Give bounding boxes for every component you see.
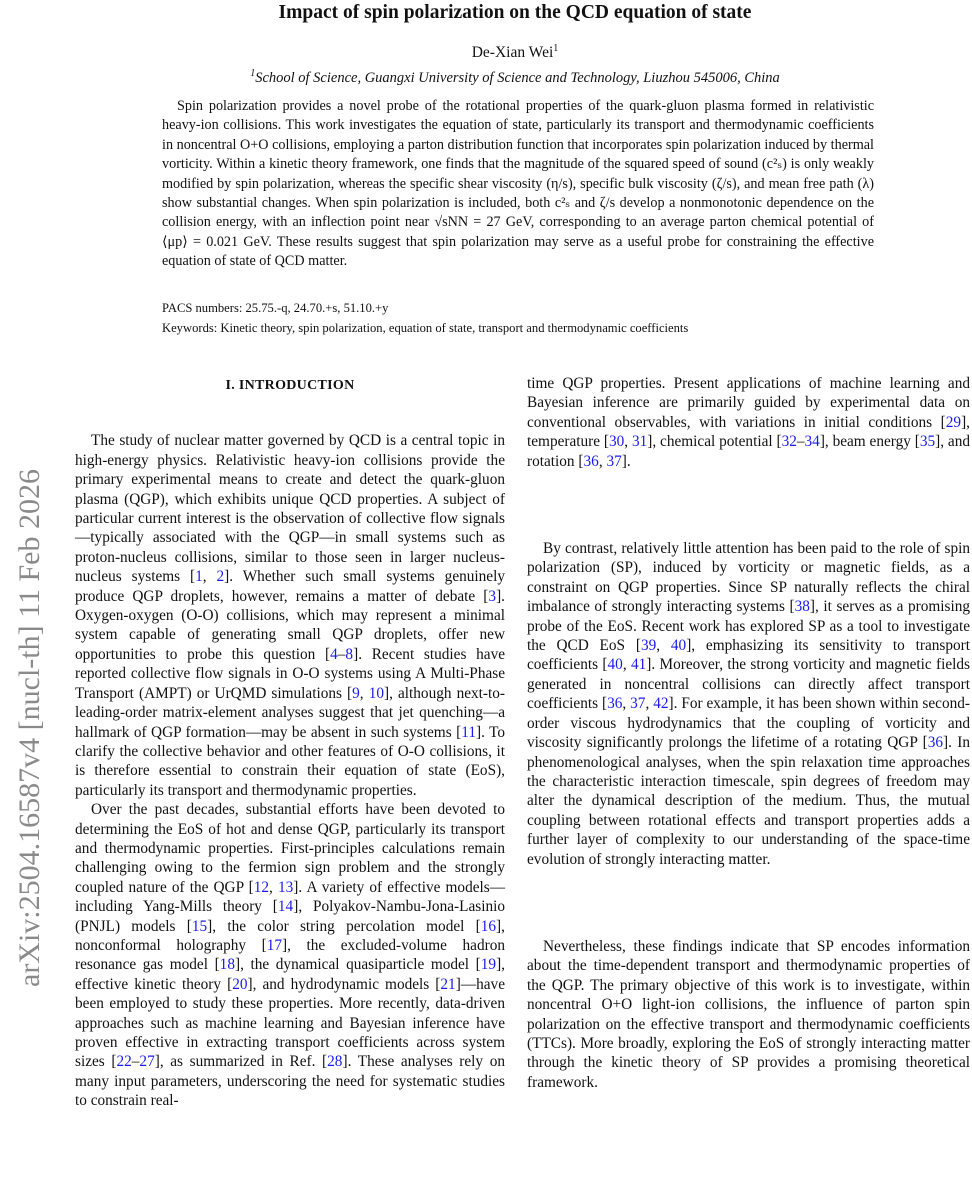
citation-link[interactable]: 31	[631, 433, 648, 451]
citation-link[interactable]: 41	[630, 656, 647, 674]
citation-link[interactable]: 32	[781, 433, 797, 451]
citation-link[interactable]: 11	[461, 723, 476, 741]
citation-link[interactable]: 9	[352, 684, 360, 702]
body-paragraph: Over the past decades, substantial efforts have been devoted to determining the EoS of hot and dense QGP, particularly its transport and thermodynamic properties. First-principles calculations remain challenging owing to the fermion sign problem and the strongly coupled nature of the QGP [12, 13]. A variety of effective models—including Yang-Mills theory [14], Polyakov-Nambu-Jona-Lasinio (PNJL) models [15], the color string percolation model [16], nonconformal holography [17], the excluded-volume hadron resonance gas model [18], the dynamical quasiparticle model [19], effective kinetic theory [20], and hydrodynamic models [21]—have been employed to study these properties. More recently, data-driven approaches such as machine learning and Bayesian inference have proven effective in extracting transport coefficients across system sizes [22–27], as summarized in Ref. [28]. These analyses rely on many input parameters, underscoring the need for systematic studies to constrain real-	[75, 801, 506, 1110]
citation-link[interactable]: 37	[606, 452, 622, 470]
citation-link[interactable]: 42	[653, 695, 669, 713]
citation-link[interactable]: 40	[607, 656, 623, 674]
paper-title: Impact of spin polarization on the QCD equation of state	[278, 2, 752, 23]
author-affiliation-mark: 1	[553, 43, 559, 54]
citation-link[interactable]: 1	[195, 568, 203, 586]
affiliation-mark: 1	[250, 68, 256, 79]
author-name: De-Xian Wei	[471, 44, 554, 62]
citation-link[interactable]: 37	[630, 695, 646, 713]
citation-link[interactable]: 14	[277, 898, 294, 916]
citation-link[interactable]: 36	[583, 452, 599, 470]
citation-link[interactable]: 4	[330, 645, 338, 663]
body-paragraph: By contrast, relatively little attention has been paid to the role of spin polarization (SP), induced by vorticity or magnetic fields, as a constraint on QGP properties. Since SP naturally reflects the chiral imbalance of strongly interacting systems [38], it serves as a promising probe of the EoS. Recent work has explored SP as a tool to investigate the QCD EoS [39, 40], emphasizing its sensitivity to transport coefficients [40, 41]. Moreover, the strong vorticity and magnetic fields generated in noncentral collisions can directly affect transport coefficients [36, 37, 42]. For example, it has been shown within second-order viscous hydrodynamics that the coupling of vorticity and viscosity significantly prolongs the lifetime of a rotating QGP [36]. In phenomenological analyses, when the spin relaxation time approaches the characteristic interaction timescale, spin degrees of freedom may alter the dynamical description of the medium. Thus, the mutual coupling between rotational effects and transport properties adds a further layer of complexity to our understanding of the space-time evolution of strongly interacting matter.	[527, 540, 970, 868]
citation-link[interactable]: 30	[609, 433, 625, 451]
citation-link[interactable]: 35	[919, 433, 936, 451]
citation-link[interactable]: 3	[488, 587, 497, 605]
citation-link[interactable]: 8	[345, 645, 354, 663]
citation-link[interactable]: 40	[670, 637, 687, 655]
citation-link[interactable]: 20	[232, 975, 248, 993]
citation-link[interactable]: 36	[927, 734, 943, 752]
citation-link[interactable]: 15	[191, 917, 208, 935]
citation-link[interactable]: 38	[794, 598, 810, 616]
body-paragraph: Nevertheless, these findings indicate that SP encodes information about the time-dependent transport and thermodynamic properties of the QGP. The primary objective of this work is to investigate, within noncentral O+O light-ion collisions, the influence of parton spin polarization on the effective transport and thermodynamic coefficients (TTCs). More broadly, exploring the EoS of strongly interacting matter through the kinetic theory of SP provides a promising theoretical framework.	[527, 937, 970, 1091]
citation-link[interactable]: 19	[480, 956, 497, 974]
abstract: Spin polarization provides a novel probe of the rotational properties of the quark-gluon plasma formed in relativistic heavy-ion collisions. This work investigates the equation of state, particularly its transport and thermodynamic coefficients in noncentral O+O collisions, employing a parton distribution function that incorporates spin polarization induced by thermal vorticity. Within a kinetic theory framework, one finds that the magnitude of the squared speed of sound (c²ₛ) is only weakly modified by spin polarization, whereas the specific shear viscosity (η/s), specific bulk viscosity (ζ/s), and mean free path (λ) show substantial changes. When spin polarization is included, both c²ₛ and ζ/s develop a nonmonotonic dependence on the collision energy, with an inflection point near √sNN = 27 GeV, corresponding to an average parton chemical potential of ⟨μp⟩ = 0.021 GeV. These results suggest that spin polarization may serve as a useful probe for constraining the effective equation of state of QCD matter.	[162, 98, 874, 270]
right-column	[527, 374, 970, 1092]
body-paragraph: The study of nuclear matter governed by QCD is a central topic in high-energy physics. Relativistic heavy-ion collisions provide the primary experimental means to create and detect the quark-gluon plasma (QGP), which exhibits unique QCD properties. A subject of particular current interest is the observation of collective flow signals—typically associated with the QGP—in small systems such as proton-nucleus collisions, similar to those seen in larger nucleus-nucleus systems [1, 2]. Whether such small systems genuinely produce QGP droplets, however, remains a matter of debate [3]. Oxygen-oxygen (O-O) collisions, which may represent a minimal system capable of generating small QGP droplets, offer new opportunities to probe this question [4–8]. Recent studies have reported collective flow signals in O-O systems using A Multi-Phase Transport (AMPT) or UrQMD simulations [9, 10], although next-to-leading-order matrix-element analyses suggest that jet quenching—a hallmark of QGP formation—may be absent in such systems [11]. To clarify the collective behavior and other features of O-O collisions, it is therefore essential to constrain their equation of state (EoS), particularly its transport and thermodynamic properties.	[75, 432, 506, 799]
citation-link[interactable]: 13	[277, 878, 294, 896]
citation-link[interactable]: 39	[640, 637, 657, 655]
citation-link[interactable]: 18	[219, 956, 235, 974]
citation-link[interactable]: 36	[607, 695, 623, 713]
citation-link[interactable]: 17	[266, 936, 283, 954]
citation-link[interactable]: 2	[216, 568, 225, 586]
citation-link[interactable]: 22	[116, 1053, 132, 1071]
left-column	[75, 374, 505, 1111]
keywords: Keywords: Kinetic theory, spin polarization, equation of state, transport and thermodynamic coefficients	[162, 321, 689, 335]
citation-link[interactable]: 10	[368, 684, 384, 702]
citation-link[interactable]: 16	[480, 917, 497, 935]
citation-link[interactable]: 29	[945, 413, 962, 431]
affiliation	[0, 68, 972, 87]
body-paragraph: time QGP properties. Present applications of machine learning and Bayesian inference are primarily guided by experimental data on conventional observables, with variations in initial conditions [29], temperature [30, 31], chemical potential [32–34], beam energy [35], and rotation [36, 37].	[527, 375, 970, 470]
citation-link[interactable]: 27	[139, 1053, 155, 1071]
arxiv-identifier-stamp: arXiv:2504.16587v4 [nucl-th] 11 Feb 2026	[13, 469, 46, 987]
section-heading-introduction: I. INTRODUCTION	[225, 378, 355, 393]
pacs-numbers: PACS numbers: 25.75.-q, 24.70.+s, 51.10.+y	[162, 301, 389, 315]
citation-link[interactable]: 12	[253, 878, 270, 896]
citation-link[interactable]: 28	[327, 1053, 343, 1071]
affiliation-text: School of Science, Guangxi University of Science and Technology, Liuzhou 545006, China	[255, 69, 780, 86]
author-line	[0, 43, 972, 62]
citation-link[interactable]: 34	[804, 433, 820, 451]
citation-link[interactable]: 21	[440, 975, 456, 993]
